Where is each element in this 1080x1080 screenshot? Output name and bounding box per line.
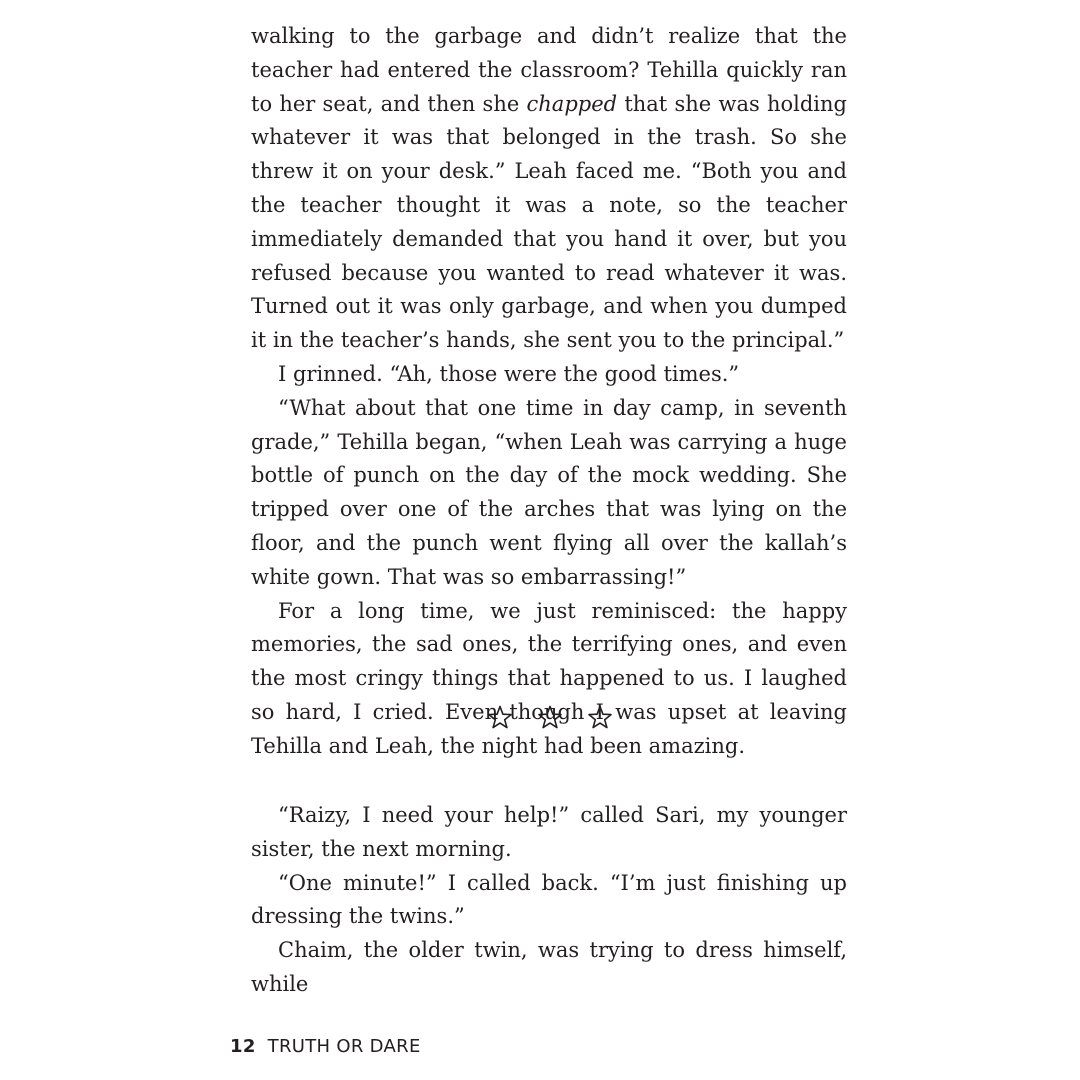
star-outline-icon [486,704,514,740]
paragraph-text: that she was holding whatever it was that belonged in the trash. So she threw it on your desk.” Leah faced me. “Both you and the teacher thought it was a note, so the teacher immediately demanded that you hand it over, but you refused because you wanted to read whatever it was. Turned out it was only garbage, and when you dumped it in the teacher’s hands, she sent you to the principal.” [251,91,847,353]
italic-word: chapped [526,91,618,116]
star-outline-icon [586,704,614,740]
paragraph [251,20,847,358]
paragraph: “What about that one time in day camp, in seventh grade,” Tehilla began, “when Leah was carrying a huge bottle of punch on the day of the mock wedding. She tripped over one of the arches that was lying on the floor, and the punch went flying all over the kallah’s white gown. That was so embarrassing!” [251,395,847,589]
paragraph-text: walking to the garbage and didn’t realize that the teacher had entered the classroom? Tehilla quickly ran to her seat, and then she [251,24,847,116]
paragraph: Chaim, the older twin, was trying to dress himself, while [251,938,847,996]
paragraph: I grinned. “Ah, those were the good times.” [278,361,740,386]
paragraph: For a long time, we just reminisced: the happy memories, the sad ones, the terrifying ones, and even the most cringy things that happened to us. I laughed so hard, I cried. Even though I was upset at leaving Tehilla and Leah, the night had been amazing. [251,598,847,758]
section-separator [0,704,1080,740]
running-title: TRUTH OR DARE [267,1036,421,1057]
text-block-lower [251,799,847,1002]
page-number: 12 [230,1036,256,1057]
paragraph: “One minute!” I called back. “I’m just finishing up dressing the twins.” [251,870,847,929]
star-outline-icon [536,704,564,740]
page-footer [230,1036,421,1057]
text-block-upper [251,20,847,764]
paragraph: “Raizy, I need your help!” called Sari, my younger sister, the next morning. [251,803,847,861]
